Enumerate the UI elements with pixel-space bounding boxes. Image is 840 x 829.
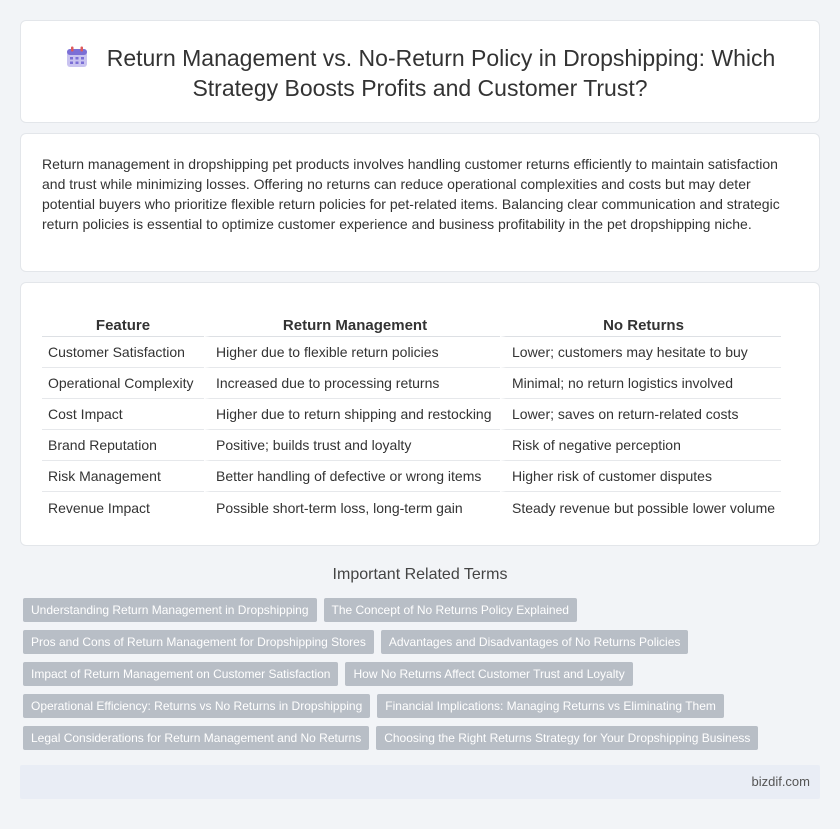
table-cell: Positive; builds trust and loyalty (204, 430, 500, 461)
table-cell: Minimal; no return logistics involved (500, 368, 781, 399)
comparison-table (42, 315, 781, 523)
related-term-link[interactable]: Legal Considerations for Return Management and No Returns (23, 726, 369, 750)
table-row (42, 461, 781, 492)
related-term-link[interactable]: Financial Implications: Managing Returns vs Eliminating Them (377, 694, 724, 718)
table-cell: Revenue Impact (48, 499, 150, 516)
table-cell: Operational Complexity (42, 368, 204, 399)
table-cell: Cost Impact (42, 399, 204, 430)
comparison-card (20, 282, 820, 546)
table-cell: Lower; saves on return-related costs (500, 399, 781, 430)
table-row (42, 430, 781, 461)
related-term-link[interactable]: Operational Efficiency: Returns vs No Returns in Dropshipping (23, 694, 370, 718)
table-cell: Customer Satisfaction (42, 337, 204, 368)
summary-card (20, 133, 820, 272)
page-title-text: Return Management vs. No-Return Policy in Dropshipping: Which Strategy Boosts Profits and Customer Trust? (106, 45, 776, 101)
related-terms-heading: Important Related Terms (332, 566, 508, 583)
related-term-link[interactable]: Understanding Return Management in Dropshipping (23, 598, 317, 622)
page-title (61, 43, 779, 103)
title-card (20, 20, 820, 123)
related-term-link[interactable]: How No Returns Affect Customer Trust and Loyalty (345, 662, 632, 686)
table-cell: Better handling of defective or wrong items (204, 461, 500, 492)
table-cell: Brand Reputation (42, 430, 204, 461)
table-row (42, 368, 781, 399)
related-tags-row (23, 598, 577, 622)
table-header-row (42, 315, 781, 337)
table-cell: Increased due to processing returns (204, 368, 500, 399)
column-header-return-management: Return Management (204, 315, 500, 337)
related-tags-row (23, 630, 688, 654)
table-cell: Higher due to flexible return policies (204, 337, 500, 368)
related-tags-row (23, 694, 724, 718)
related-term-link[interactable]: Impact of Return Management on Customer Satisfaction (23, 662, 338, 686)
column-header-feature: Feature (42, 315, 204, 337)
table-cell: Higher due to return shipping and restocking (204, 399, 500, 430)
related-term-link[interactable]: Pros and Cons of Return Management for Dropshipping Stores (23, 630, 374, 654)
calendar-icon (65, 45, 89, 69)
related-term-link[interactable]: Advantages and Disadvantages of No Returns Policies (381, 630, 689, 654)
related-term-link[interactable]: The Concept of No Returns Policy Explained (324, 598, 577, 622)
table-cell: Risk Management (42, 461, 204, 492)
table-row (42, 337, 781, 368)
footer (20, 765, 820, 799)
related-tags-row (23, 662, 633, 686)
related-term-link[interactable]: Choosing the Right Returns Strategy for Your Dropshipping Business (376, 726, 758, 750)
table-row (42, 399, 781, 430)
table-cell: Lower; customers may hesitate to buy (500, 337, 781, 368)
table-cell: Steady revenue but possible lower volume (500, 492, 781, 523)
table-cell: Higher risk of customer disputes (500, 461, 781, 492)
table-row (42, 492, 781, 523)
table-cell: Risk of negative perception (500, 430, 781, 461)
related-tags-row (23, 726, 758, 750)
summary-text: Return management in dropshipping pet products involves handling customer returns efficiently to maintain satisfaction and trust while minimizing losses. Offering no returns can reduce operational complexities and costs but may deter potential buyers who prioritize flexible return policies for pet-related items. Balancing clear communication and strategic return policies is essential to optimize customer experience and business profitability in the pet dropshipping niche. (42, 156, 780, 232)
site-credit[interactable]: bizdif.com (751, 774, 810, 789)
table-cell: Possible short-term loss, long-term gain (204, 492, 500, 523)
column-header-no-returns: No Returns (500, 315, 781, 337)
